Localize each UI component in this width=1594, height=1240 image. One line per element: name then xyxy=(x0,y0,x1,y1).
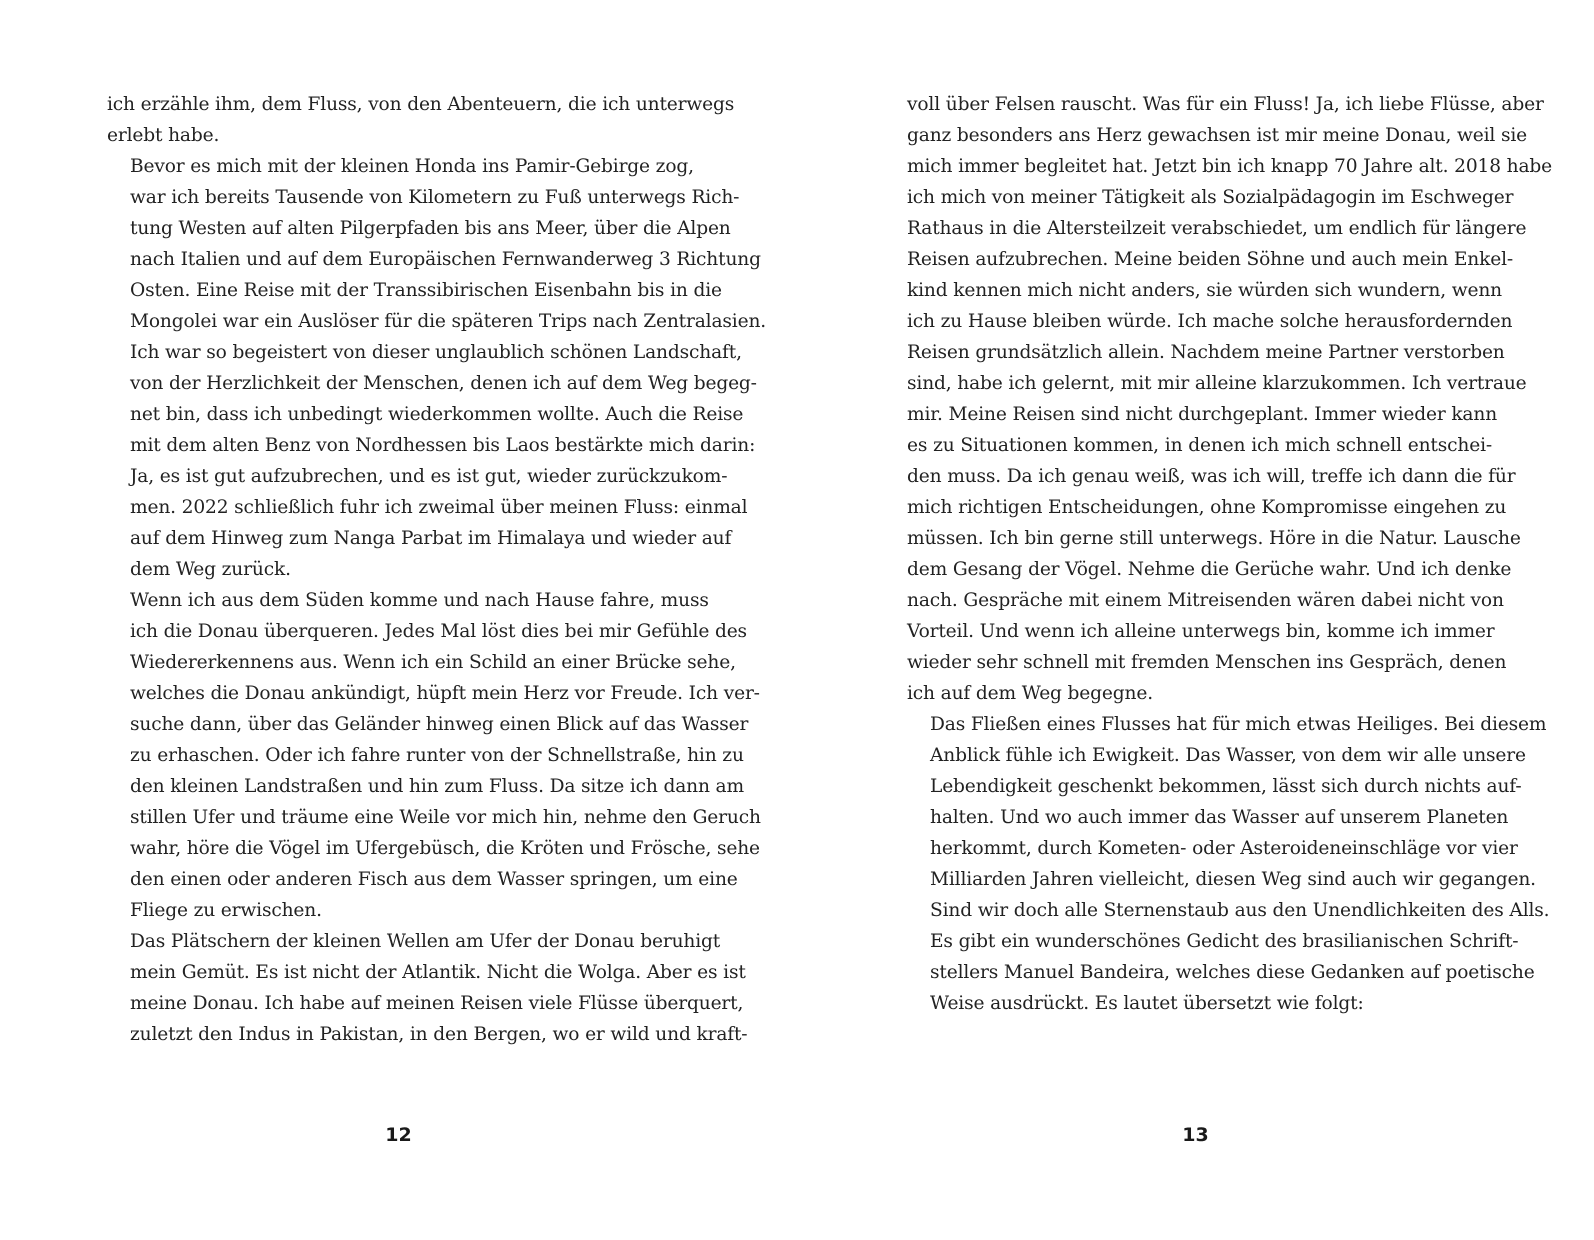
text-line: ich erzähle ihm, dem Fluss, von den Abenteuern, die ich unterwegs xyxy=(107,94,735,115)
text-line: kind kennen mich nicht anders, sie würden sich wundern, wenn xyxy=(907,280,1502,301)
text-line: nach. Gespräche mit einem Mitreisenden wären dabei nicht von xyxy=(907,590,1504,611)
paragraph xyxy=(107,89,735,151)
right-page xyxy=(797,0,1594,1240)
text-line: ich mich von meiner Tätigkeit als Sozialpädagogin im Eschweger xyxy=(907,187,1514,208)
right-page-text xyxy=(907,89,1552,1019)
paragraph xyxy=(107,926,748,1050)
text-line: stellers Manuel Bandeira, welches diese Gedanken auf poetische xyxy=(930,962,1535,983)
text-line: nach Italien und auf dem Europäischen Fernwanderweg 3 Richtung xyxy=(130,249,761,270)
text-line: den kleinen Landstraßen und hin zum Fluss. Da sitze ich dann am xyxy=(130,776,744,797)
text-line: Vorteil. Und wenn ich alleine unterwegs bin, komme ich immer xyxy=(907,621,1495,642)
text-line: tung Westen auf alten Pilgerpfaden bis ans Meer, über die Alpen xyxy=(130,218,731,239)
text-line: von der Herzlichkeit der Menschen, denen ich auf dem Weg begeg- xyxy=(130,373,757,394)
text-line: ich auf dem Weg begegne. xyxy=(907,683,1153,704)
text-line: Wenn ich aus dem Süden komme und nach Hause fahre, muss xyxy=(130,590,709,611)
text-line: Ich war so begeistert von dieser unglaublich schönen Landschaft, xyxy=(130,342,742,363)
paragraph xyxy=(107,585,761,926)
text-line: mich richtigen Entscheidungen, ohne Kompromisse eingehen zu xyxy=(907,497,1507,518)
text-line: Milliarden Jahren vielleicht, diesen Weg sind auch wir gegangen. xyxy=(930,869,1536,890)
page-number: 12 xyxy=(385,1124,412,1146)
text-line: zu erhaschen. Oder ich fahre runter von der Schnellstraße, hin zu xyxy=(130,745,744,766)
text-line: ganz besonders ans Herz gewachsen ist mir meine Donau, weil sie xyxy=(907,125,1528,146)
text-line: net bin, dass ich unbedingt wiederkommen wollte. Auch die Reise xyxy=(130,404,744,425)
text-line: Lebendigkeit geschenkt bekommen, lässt sich durch nichts auf- xyxy=(930,776,1522,797)
text-line: mir. Meine Reisen sind nicht durchgeplant. Immer wieder kann xyxy=(907,404,1498,425)
text-line: Reisen grundsätzlich allein. Nachdem meine Partner verstorben xyxy=(907,342,1505,363)
paragraph xyxy=(907,709,1550,926)
text-line: Reisen aufzubrechen. Meine beiden Söhne und auch mein Enkel- xyxy=(907,249,1514,270)
text-line: stillen Ufer und träume eine Weile vor mich hin, nehme den Geruch xyxy=(130,807,761,828)
text-line: mich immer begleitet hat. Jetzt bin ich knapp 70 Jahre alt. 2018 habe xyxy=(907,156,1552,177)
text-line: Rathaus in die Altersteilzeit verabschiedet, um endlich für längere xyxy=(907,218,1527,239)
paragraph xyxy=(907,926,1535,1019)
text-line: auf dem Hinweg zum Nanga Parbat im Himalaya und wieder auf xyxy=(130,528,732,549)
text-line: erlebt habe. xyxy=(107,125,220,146)
text-line: Fliege zu erwischen. xyxy=(130,900,322,921)
text-line: mit dem alten Benz von Nordhessen bis Laos bestärkte mich darin: xyxy=(130,435,756,456)
text-line: Das Plätschern der kleinen Wellen am Ufer der Donau beruhigt xyxy=(130,931,721,952)
text-line: sind, habe ich gelernt, mit mir alleine klarzukommen. Ich vertraue xyxy=(907,373,1527,394)
text-line: Es gibt ein wunderschönes Gedicht des brasilianischen Schrift- xyxy=(930,931,1519,952)
text-line: Sind wir doch alle Sternenstaub aus den Unendlichkeiten des Alls. xyxy=(930,900,1550,921)
text-line: dem Weg zurück. xyxy=(130,559,291,580)
page-number: 13 xyxy=(1182,1124,1209,1146)
text-line: ich zu Hause bleiben würde. Ich mache solche herausfordernden xyxy=(907,311,1513,332)
text-line: dem Gesang der Vögel. Nehme die Gerüche wahr. Und ich denke xyxy=(907,559,1512,580)
left-page-text xyxy=(107,89,767,1050)
text-line: herkommt, durch Kometen- oder Asteroideneinschläge vor vier xyxy=(930,838,1518,859)
text-line: welches die Donau ankündigt, hüpft mein Herz vor Freude. Ich ver- xyxy=(130,683,760,704)
text-line: es zu Situationen kommen, in denen ich mich schnell entschei- xyxy=(907,435,1492,456)
text-line: halten. Und wo auch immer das Wasser auf unserem Planeten xyxy=(930,807,1509,828)
text-line: mein Gemüt. Es ist nicht der Atlantik. Nicht die Wolga. Aber es ist xyxy=(130,962,746,983)
text-line: Ja, es ist gut aufzubrechen, und es ist gut, wieder zurückzukom- xyxy=(130,466,728,487)
text-line: Osten. Eine Reise mit der Transsibirischen Eisenbahn bis in die xyxy=(130,280,722,301)
text-line: voll über Felsen rauscht. Was für ein Fluss! Ja, ich liebe Flüsse, aber xyxy=(907,94,1544,115)
text-line: zuletzt den Indus in Pakistan, in den Bergen, wo er wild und kraft- xyxy=(130,1024,748,1045)
text-line: men. 2022 schließlich fuhr ich zweimal über meinen Fluss: einmal xyxy=(130,497,748,518)
text-line: den muss. Da ich genau weiß, was ich will, treffe ich dann die für xyxy=(907,466,1516,487)
text-line: Bevor es mich mit der kleinen Honda ins Pamir-Gebirge zog, xyxy=(130,156,694,177)
text-line: Wiedererkennens aus. Wenn ich ein Schild an einer Brücke sehe, xyxy=(130,652,736,673)
paragraph xyxy=(907,89,1552,709)
text-line: müssen. Ich bin gerne still unterwegs. Höre in die Natur. Lausche xyxy=(907,528,1521,549)
text-line: Das Fließen eines Flusses hat für mich etwas Heiliges. Bei diesem xyxy=(930,714,1547,735)
text-line: Mongolei war ein Auslöser für die späteren Trips nach Zentralasien. xyxy=(130,311,767,332)
text-line: ich die Donau überqueren. Jedes Mal löst dies bei mir Gefühle des xyxy=(130,621,747,642)
text-line: Weise ausdrückt. Es lautet übersetzt wie folgt: xyxy=(930,993,1364,1014)
paragraph xyxy=(107,151,767,585)
text-line: Anblick fühle ich Ewigkeit. Das Wasser, von dem wir alle unsere xyxy=(930,745,1526,766)
text-line: suche dann, über das Geländer hinweg einen Blick auf das Wasser xyxy=(130,714,749,735)
text-line: wieder sehr schnell mit fremden Menschen ins Gespräch, denen xyxy=(907,652,1507,673)
text-line: meine Donau. Ich habe auf meinen Reisen viele Flüsse überquert, xyxy=(130,993,744,1014)
text-line: war ich bereits Tausende von Kilometern zu Fuß unterwegs Rich- xyxy=(130,187,740,208)
text-line: den einen oder anderen Fisch aus dem Wasser springen, um eine xyxy=(130,869,738,890)
text-line: wahr, höre die Vögel im Ufergebüsch, die Kröten und Frösche, sehe xyxy=(130,838,760,859)
